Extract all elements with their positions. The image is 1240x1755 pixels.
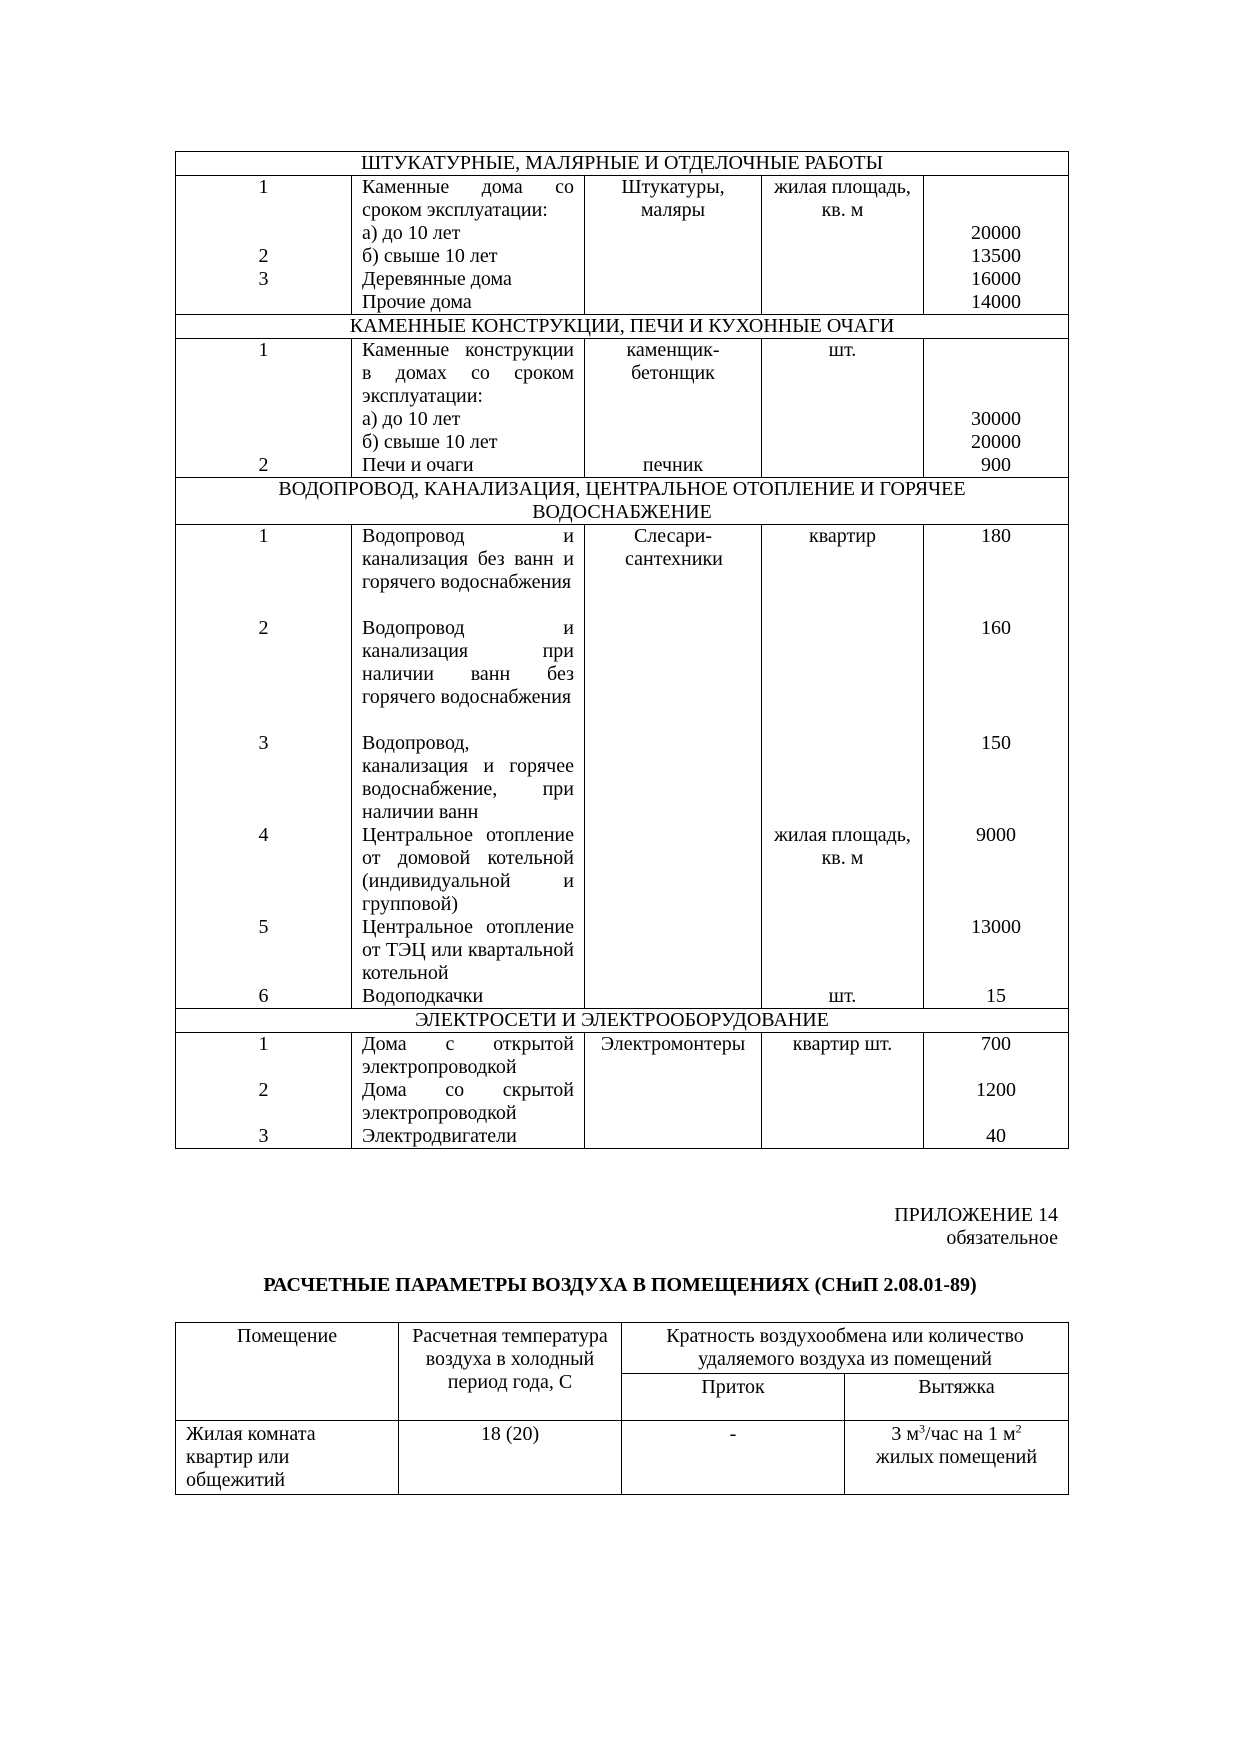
table-row: 1 2 3 Каменные дома со сроком эксплуатации: а) до 10 лет б) свыше 10 лет Деревянные дома Прочие дома Штукатуры, маляры жилая площадь, кв. м 20000 13500 16000 14000 [176, 176, 1069, 315]
norms-table [175, 151, 1069, 1149]
table-header-row: Помещение Расчетная температура воздуха в холодный период года, С Кратность воздухообмена или количество удаляемого воздуха из помещений [176, 1323, 1069, 1374]
exhaust-value: 3 $м^3$/час на 1 $м^2$ жилых помещений [845, 1421, 1069, 1495]
section-header-electric: ЭЛЕКТРОСЕТИ И ЭЛЕКТРООБОРУДОВАНИЕ [176, 1009, 1069, 1033]
section-header-plaster: ШТУКАТУРНЫЕ, МАЛЯРНЫЕ И ОТДЕЛОЧНЫЕ РАБОТЫ [176, 152, 1069, 176]
table-row: 1 2 Каменные конструкции в домах со сроком эксплуатации: а) до 10 лет б) свыше 10 лет Печи и очаги каменщик-бетонщик печник шт. 30000 20000 900 [176, 339, 1069, 478]
table-row: 1 2 3 4 5 6 Водопровод и канализация без ванн и горячего водоснабжения Водопровод и канализация при наличии ванн без горячего водоснабжения Водопровод, канализация и горячее водоснабжение, при наличии ванн Центральное отопление от домовой котельной (индивидуальной и групповой) Центральное отопление от ТЭЦ или квартальной котельной Водоподкачки Слесари-сантехники квартир жилая площадь, кв. м шт. 180 160 150 9000 13000 15 [176, 525, 1069, 1009]
table-row: 1 2 3 Дома с открытой электропроводкой Дома со скрытой электропроводкой Электродвигатели Электромонтеры квартир шт. 700 1200 40 [176, 1033, 1069, 1149]
section-header-plumbing: ВОДОПРОВОД, КАНАЛИЗАЦИЯ, ЦЕНТРАЛЬНОЕ ОТОПЛЕНИЕ И ГОРЯЧЕЕ ВОДОСНАБЖЕНИЕ [176, 478, 1069, 525]
table-row: Жилая комната квартир или общежитий 18 (20) - 3 $м^3$/час на 1 $м^2$ жилых помещений [176, 1421, 1069, 1495]
section-header-masonry: КАМЕННЫЕ КОНСТРУКЦИИ, ПЕЧИ И КУХОННЫЕ ОЧАГИ [176, 315, 1069, 339]
air-parameters-table [175, 1322, 1069, 1495]
page-title: РАСЧЕТНЫЕ ПАРАМЕТРЫ ВОЗДУХА В ПОМЕЩЕНИЯХ (СНиП 2.08.01-89) [263, 1274, 977, 1296]
table-subheader-row: Приток Вытяжка [176, 1374, 1069, 1421]
appendix-label: ПРИЛОЖЕНИЕ 14 обязательное [894, 1204, 1058, 1249]
